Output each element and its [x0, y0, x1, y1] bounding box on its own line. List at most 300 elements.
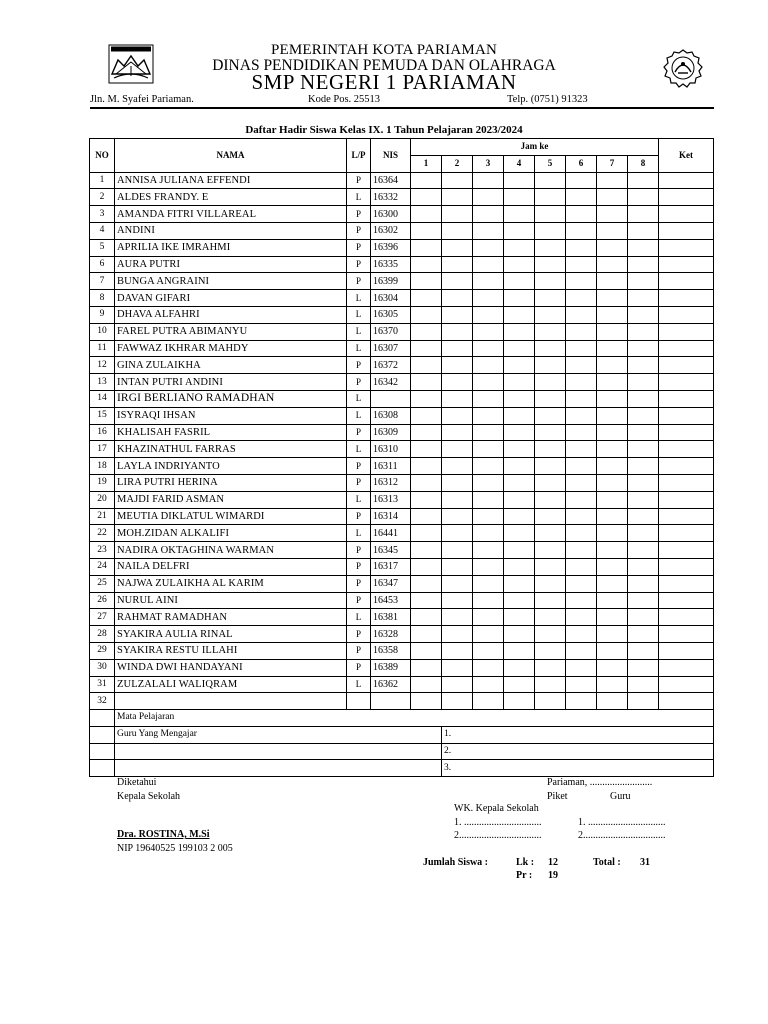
row-ket: [659, 374, 714, 391]
attendance-cell-jam-6: [566, 424, 597, 441]
attendance-cell-jam-6: [566, 458, 597, 475]
header-jam-2: 2: [442, 155, 473, 172]
attendance-cell-jam-7: [597, 374, 628, 391]
attendance-cell-jam-2: [442, 407, 473, 424]
row-ket: [659, 441, 714, 458]
row-lp: P: [347, 575, 371, 592]
attendance-cell-jam-2: [442, 256, 473, 273]
attendance-cell-jam-1: [411, 693, 442, 710]
table-row: [90, 642, 714, 659]
row-nis: 16308: [371, 407, 411, 424]
attendance-cell-jam-4: [504, 290, 535, 307]
row-lp: P: [347, 508, 371, 525]
attendance-cell-jam-1: [411, 508, 442, 525]
attendance-cell-jam-5: [535, 558, 566, 575]
attendance-cell-jam-5: [535, 273, 566, 290]
row-lp: P: [347, 424, 371, 441]
attendance-cell-jam-6: [566, 441, 597, 458]
table-row: [90, 172, 714, 189]
row-lp: P: [347, 206, 371, 223]
attendance-cell-jam-4: [504, 626, 535, 643]
attendance-cell-jam-8: [628, 407, 659, 424]
attendance-cell-jam-7: [597, 189, 628, 206]
place-date: Pariaman, .........................: [547, 777, 653, 788]
attendance-cell-jam-5: [535, 189, 566, 206]
row-nama: ANDINI: [115, 222, 347, 239]
row-nis: 16300: [371, 206, 411, 223]
attendance-cell-jam-3: [473, 290, 504, 307]
attendance-cell-jam-4: [504, 424, 535, 441]
row-nama: INTAN PUTRI ANDINI: [115, 374, 347, 391]
row-ket: [659, 206, 714, 223]
table-row: [90, 407, 714, 424]
attendance-cell-jam-2: [442, 676, 473, 693]
table-row: [90, 340, 714, 357]
attendance-cell-jam-3: [473, 407, 504, 424]
attendance-cell-jam-6: [566, 256, 597, 273]
row-no: 8: [90, 290, 115, 307]
guru-label: Guru: [610, 791, 631, 802]
attendance-cell-jam-2: [442, 491, 473, 508]
attendance-cell-jam-6: [566, 357, 597, 374]
row-nis: 16335: [371, 256, 411, 273]
attendance-cell-jam-8: [628, 206, 659, 223]
row-no: 11: [90, 340, 115, 357]
row-no: 31: [90, 676, 115, 693]
row-no: 29: [90, 642, 115, 659]
attendance-cell-jam-1: [411, 357, 442, 374]
row-nama: ALDES FRANDY. E: [115, 189, 347, 206]
attendance-cell-jam-7: [597, 558, 628, 575]
attendance-cell-jam-8: [628, 424, 659, 441]
header-nama: NAMA: [115, 139, 347, 173]
table-row: [90, 323, 714, 340]
attendance-cell-jam-1: [411, 189, 442, 206]
kepala-sekolah-name: Dra. ROSTINA, M.Si: [117, 829, 210, 840]
attendance-cell-jam-1: [411, 676, 442, 693]
row-ket: [659, 340, 714, 357]
attendance-cell-jam-3: [473, 542, 504, 559]
row-lp: P: [347, 558, 371, 575]
attendance-cell-jam-5: [535, 306, 566, 323]
attendance-cell-jam-1: [411, 626, 442, 643]
attendance-cell-jam-4: [504, 441, 535, 458]
row-nama: NAILA DELFRI: [115, 558, 347, 575]
attendance-cell-jam-8: [628, 340, 659, 357]
attendance-cell-jam-8: [628, 508, 659, 525]
attendance-cell-jam-1: [411, 390, 442, 407]
row-lp: P: [347, 222, 371, 239]
row-ket: [659, 390, 714, 407]
attendance-cell-jam-4: [504, 558, 535, 575]
attendance-cell-jam-5: [535, 357, 566, 374]
attendance-cell-jam-2: [442, 626, 473, 643]
row-lp: P: [347, 592, 371, 609]
attendance-cell-jam-8: [628, 458, 659, 475]
table-row: [90, 357, 714, 374]
row-no: 18: [90, 458, 115, 475]
row-nis: 16370: [371, 323, 411, 340]
attendance-cell-jam-5: [535, 239, 566, 256]
blank-cell: [90, 710, 115, 727]
attendance-cell-jam-6: [566, 626, 597, 643]
row-nis: 16311: [371, 458, 411, 475]
attendance-cell-jam-7: [597, 306, 628, 323]
lk-label: Lk :: [516, 857, 535, 868]
attendance-cell-jam-3: [473, 239, 504, 256]
attendance-cell-jam-3: [473, 374, 504, 391]
attendance-cell-jam-4: [504, 693, 535, 710]
attendance-cell-jam-8: [628, 542, 659, 559]
attendance-cell-jam-4: [504, 407, 535, 424]
row-ket: [659, 172, 714, 189]
table-row: [90, 206, 714, 223]
row-ket: [659, 357, 714, 374]
attendance-cell-jam-1: [411, 290, 442, 307]
attendance-cell-jam-7: [597, 575, 628, 592]
attendance-cell-jam-4: [504, 256, 535, 273]
header-jam-4: 4: [504, 155, 535, 172]
table-row: [90, 592, 714, 609]
attendance-cell-jam-5: [535, 256, 566, 273]
row-no: 32: [90, 693, 115, 710]
attendance-cell-jam-2: [442, 340, 473, 357]
letterhead-divider: [90, 107, 714, 109]
attendance-cell-jam-6: [566, 642, 597, 659]
attendance-cell-jam-6: [566, 273, 597, 290]
attendance-cell-jam-1: [411, 172, 442, 189]
mata-pelajaran-label: Mata Pelajaran: [115, 710, 714, 727]
attendance-cell-jam-8: [628, 256, 659, 273]
table-row: [90, 458, 714, 475]
total-label: Total :: [593, 857, 621, 868]
attendance-cell-jam-7: [597, 693, 628, 710]
row-lp: L: [347, 491, 371, 508]
table-row: [90, 222, 714, 239]
attendance-cell-jam-6: [566, 172, 597, 189]
attendance-cell-jam-1: [411, 525, 442, 542]
row-lp: [347, 693, 371, 710]
attendance-cell-jam-4: [504, 390, 535, 407]
row-no: 6: [90, 256, 115, 273]
attendance-cell-jam-1: [411, 374, 442, 391]
attendance-cell-jam-3: [473, 256, 504, 273]
attendance-cell-jam-2: [442, 357, 473, 374]
attendance-cell-jam-1: [411, 609, 442, 626]
table-row: [90, 273, 714, 290]
attendance-cell-jam-2: [442, 693, 473, 710]
attendance-cell-jam-2: [442, 642, 473, 659]
attendance-cell-jam-4: [504, 508, 535, 525]
wk-kepala-label: WK. Kepala Sekolah: [454, 803, 539, 814]
attendance-cell-jam-6: [566, 592, 597, 609]
attendance-cell-jam-7: [597, 491, 628, 508]
header-jam-5: 5: [535, 155, 566, 172]
row-lp: L: [347, 407, 371, 424]
row-nama: DAVAN GIFARI: [115, 290, 347, 307]
table-row: [90, 676, 714, 693]
row-ket: [659, 525, 714, 542]
row-nis: 16328: [371, 626, 411, 643]
guru-slot-3: 3.: [442, 760, 714, 777]
attendance-cell-jam-1: [411, 642, 442, 659]
blank-cell: [90, 743, 115, 760]
attendance-cell-jam-4: [504, 323, 535, 340]
attendance-cell-jam-5: [535, 676, 566, 693]
row-nis: 16381: [371, 609, 411, 626]
attendance-cell-jam-5: [535, 390, 566, 407]
row-ket: [659, 256, 714, 273]
row-nis: 16310: [371, 441, 411, 458]
blank-cell: [115, 760, 442, 777]
row-nis: 16317: [371, 558, 411, 575]
attendance-cell-jam-1: [411, 575, 442, 592]
attendance-cell-jam-6: [566, 290, 597, 307]
attendance-cell-jam-3: [473, 206, 504, 223]
row-nama: MOH.ZIDAN ALKALIFI: [115, 525, 347, 542]
attendance-cell-jam-3: [473, 222, 504, 239]
attendance-cell-jam-6: [566, 525, 597, 542]
table-row: [90, 424, 714, 441]
row-lp: L: [347, 525, 371, 542]
row-no: 17: [90, 441, 115, 458]
signature-line-2-right: 2.................................: [578, 830, 666, 841]
signature-line-1-left: 1. ...............................: [454, 817, 542, 828]
attendance-cell-jam-1: [411, 340, 442, 357]
attendance-cell-jam-3: [473, 323, 504, 340]
row-ket: [659, 239, 714, 256]
letterhead-government: PEMERINTAH KOTA PARIAMAN: [270, 42, 498, 58]
attendance-cell-jam-1: [411, 323, 442, 340]
row-lp: L: [347, 340, 371, 357]
attendance-cell-jam-6: [566, 323, 597, 340]
row-no: 21: [90, 508, 115, 525]
row-no: 30: [90, 659, 115, 676]
attendance-cell-jam-2: [442, 558, 473, 575]
attendance-table: [89, 138, 714, 777]
row-no: 28: [90, 626, 115, 643]
row-ket: [659, 693, 714, 710]
attendance-cell-jam-1: [411, 458, 442, 475]
attendance-cell-jam-4: [504, 592, 535, 609]
attendance-cell-jam-8: [628, 659, 659, 676]
attendance-cell-jam-3: [473, 424, 504, 441]
row-nama: [115, 693, 347, 710]
attendance-cell-jam-5: [535, 693, 566, 710]
attendance-cell-jam-4: [504, 172, 535, 189]
diketahui-label: Diketahui: [117, 777, 157, 788]
row-nama: FAWWAZ IKHRAR MAHDY: [115, 340, 347, 357]
attendance-cell-jam-4: [504, 642, 535, 659]
attendance-cell-jam-2: [442, 609, 473, 626]
table-row: [90, 575, 714, 592]
row-nama: ZULZALALI WALIQRAM: [115, 676, 347, 693]
attendance-cell-jam-5: [535, 508, 566, 525]
letterhead-department: DINAS PENDIDIKAN PEMUDA DAN OLAHRAGA: [212, 57, 556, 74]
row-nis: 16314: [371, 508, 411, 525]
table-row: [90, 374, 714, 391]
attendance-cell-jam-4: [504, 273, 535, 290]
attendance-cell-jam-3: [473, 592, 504, 609]
row-nis: 16307: [371, 340, 411, 357]
row-lp: L: [347, 676, 371, 693]
row-nis: 16345: [371, 542, 411, 559]
row-lp: P: [347, 458, 371, 475]
row-nis: 16362: [371, 676, 411, 693]
attendance-cell-jam-2: [442, 172, 473, 189]
row-ket: [659, 558, 714, 575]
attendance-cell-jam-1: [411, 206, 442, 223]
row-no: 27: [90, 609, 115, 626]
attendance-cell-jam-7: [597, 172, 628, 189]
attendance-cell-jam-1: [411, 491, 442, 508]
row-nis: 16313: [371, 491, 411, 508]
table-row: [90, 306, 714, 323]
row-ket: [659, 642, 714, 659]
attendance-cell-jam-3: [473, 474, 504, 491]
attendance-cell-jam-4: [504, 222, 535, 239]
row-lp: L: [347, 290, 371, 307]
attendance-cell-jam-2: [442, 458, 473, 475]
attendance-cell-jam-7: [597, 323, 628, 340]
row-no: 19: [90, 474, 115, 491]
row-nama: AURA PUTRI: [115, 256, 347, 273]
attendance-cell-jam-7: [597, 676, 628, 693]
attendance-cell-jam-8: [628, 306, 659, 323]
guru-slot-2: 2.: [442, 743, 714, 760]
attendance-cell-jam-8: [628, 626, 659, 643]
row-nama: RAHMAT RAMADHAN: [115, 609, 347, 626]
attendance-cell-jam-3: [473, 340, 504, 357]
row-no: 9: [90, 306, 115, 323]
blank-cell: [90, 760, 115, 777]
attendance-cell-jam-6: [566, 189, 597, 206]
row-nis: 16332: [371, 189, 411, 206]
attendance-cell-jam-5: [535, 626, 566, 643]
row-nama: FAREL PUTRA ABIMANYU: [115, 323, 347, 340]
attendance-cell-jam-3: [473, 525, 504, 542]
attendance-cell-jam-6: [566, 222, 597, 239]
attendance-cell-jam-8: [628, 558, 659, 575]
attendance-cell-jam-4: [504, 525, 535, 542]
table-row: [90, 474, 714, 491]
attendance-cell-jam-2: [442, 206, 473, 223]
row-no: 22: [90, 525, 115, 542]
attendance-cell-jam-3: [473, 609, 504, 626]
attendance-cell-jam-8: [628, 525, 659, 542]
row-no: 20: [90, 491, 115, 508]
row-ket: [659, 424, 714, 441]
attendance-cell-jam-2: [442, 323, 473, 340]
attendance-cell-jam-6: [566, 206, 597, 223]
row-ket: [659, 474, 714, 491]
postal-code: Kode Pos. 25513: [308, 94, 381, 105]
attendance-cell-jam-2: [442, 474, 473, 491]
attendance-cell-jam-3: [473, 458, 504, 475]
row-ket: [659, 575, 714, 592]
attendance-cell-jam-4: [504, 659, 535, 676]
row-nis: 16312: [371, 474, 411, 491]
attendance-cell-jam-7: [597, 508, 628, 525]
row-ket: [659, 222, 714, 239]
attendance-cell-jam-4: [504, 239, 535, 256]
row-ket: [659, 189, 714, 206]
attendance-cell-jam-8: [628, 474, 659, 491]
attendance-cell-jam-8: [628, 323, 659, 340]
row-ket: [659, 659, 714, 676]
attendance-cell-jam-7: [597, 357, 628, 374]
kepala-sekolah-nip: NIP 19640525 199103 2 005: [117, 843, 233, 854]
blank-cell: [90, 726, 115, 743]
attendance-cell-jam-6: [566, 609, 597, 626]
row-no: 15: [90, 407, 115, 424]
attendance-cell-jam-3: [473, 390, 504, 407]
attendance-cell-jam-2: [442, 239, 473, 256]
attendance-cell-jam-2: [442, 424, 473, 441]
attendance-cell-jam-4: [504, 491, 535, 508]
row-no: 16: [90, 424, 115, 441]
row-ket: [659, 290, 714, 307]
table-row: [90, 189, 714, 206]
row-nis: 16358: [371, 642, 411, 659]
attendance-cell-jam-2: [442, 290, 473, 307]
attendance-cell-jam-2: [442, 525, 473, 542]
attendance-cell-jam-5: [535, 340, 566, 357]
row-nama: LIRA PUTRI HERINA: [115, 474, 347, 491]
row-nama: ISYRAQI IHSAN: [115, 407, 347, 424]
attendance-cell-jam-3: [473, 491, 504, 508]
attendance-cell-jam-4: [504, 374, 535, 391]
attendance-cell-jam-7: [597, 642, 628, 659]
attendance-cell-jam-5: [535, 290, 566, 307]
row-nama: KHAZINATHUL FARRAS: [115, 441, 347, 458]
attendance-cell-jam-4: [504, 676, 535, 693]
attendance-cell-jam-1: [411, 592, 442, 609]
attendance-cell-jam-4: [504, 357, 535, 374]
row-nis: 16399: [371, 273, 411, 290]
attendance-cell-jam-5: [535, 575, 566, 592]
attendance-cell-jam-5: [535, 659, 566, 676]
attendance-cell-jam-4: [504, 575, 535, 592]
attendance-cell-jam-2: [442, 273, 473, 290]
header-lp: L/P: [347, 139, 371, 173]
attendance-cell-jam-7: [597, 626, 628, 643]
guru-slot-1: 1.: [442, 726, 714, 743]
attendance-cell-jam-3: [473, 508, 504, 525]
attendance-cell-jam-8: [628, 441, 659, 458]
attendance-cell-jam-1: [411, 256, 442, 273]
attendance-cell-jam-1: [411, 424, 442, 441]
row-nis: [371, 693, 411, 710]
table-row: [90, 626, 714, 643]
attendance-cell-jam-6: [566, 340, 597, 357]
table-row: [90, 441, 714, 458]
row-nama: MAJDI FARID ASMAN: [115, 491, 347, 508]
row-nama: LAYLA INDRIYANTO: [115, 458, 347, 475]
attendance-cell-jam-7: [597, 609, 628, 626]
header-jam-8: 8: [628, 155, 659, 172]
attendance-cell-jam-3: [473, 626, 504, 643]
attendance-cell-jam-8: [628, 374, 659, 391]
attendance-cell-jam-8: [628, 575, 659, 592]
row-lp: P: [347, 626, 371, 643]
row-no: 13: [90, 374, 115, 391]
row-nama: BUNGA ANGRAINI: [115, 273, 347, 290]
attendance-cell-jam-2: [442, 441, 473, 458]
attendance-cell-jam-4: [504, 474, 535, 491]
attendance-cell-jam-6: [566, 374, 597, 391]
table-row: [90, 508, 714, 525]
